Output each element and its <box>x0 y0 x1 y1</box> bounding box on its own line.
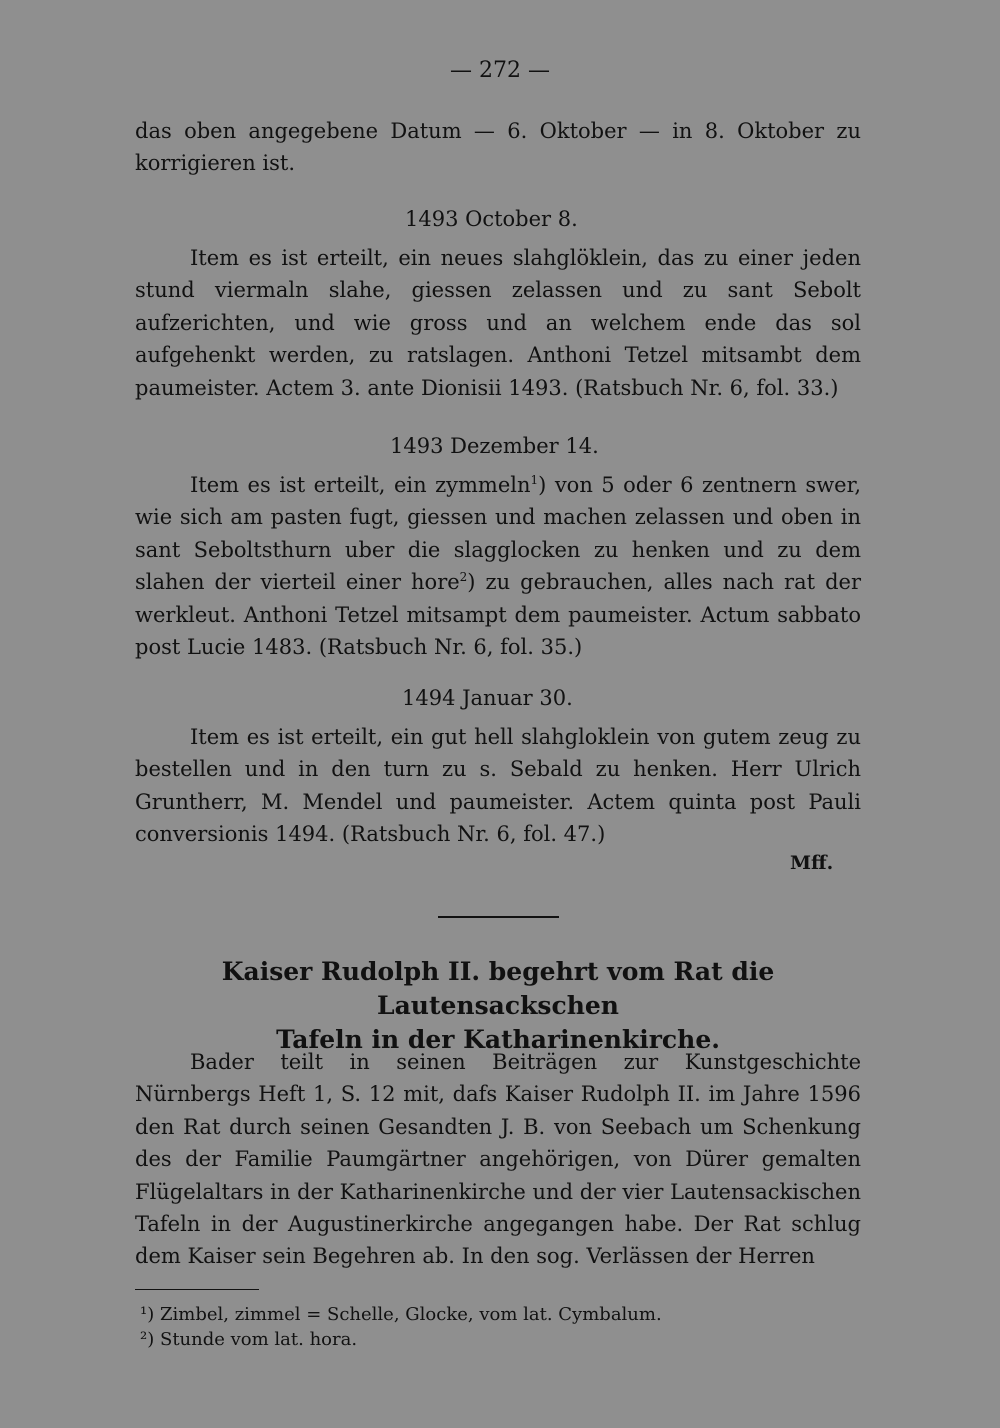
footnote-rule <box>135 1289 259 1290</box>
entry-date-1: 1493 October 8. <box>405 207 578 231</box>
page-number: — 272 — <box>450 58 550 83</box>
entry-paragraph-3 <box>135 721 861 851</box>
footnote-mark-1: ¹) <box>140 1304 155 1325</box>
intro-paragraph <box>135 115 861 180</box>
entry-text-3: Item es ist erteilt, ein gut hell slahgloklein von gutem zeug zu bestellen und in den turn zu s. Sebald zu henken. Herr Ulrich Gruntherr, M. Mendel und paumeister. Actem quinta post Pauli conversionis 1494. (Ratsbuch Nr. 6, fol. 47.) <box>135 725 861 847</box>
entry-paragraph-1 <box>135 242 861 404</box>
signature: Mff. <box>790 852 834 874</box>
entry-date-3: 1494 Januar 30. <box>402 686 573 710</box>
entry-text-2c: ) zu gebrauchen, alles nach rat der werkleut. Anthoni Tetzel mitsampt dem paumeister. Actum sabbato post Lucie 1483. (Ratsbuch Nr. 6, fol. 35.) <box>135 570 861 660</box>
footnote-mark-2: ²) <box>140 1329 155 1350</box>
footnote-text-2: Stunde vom lat. hora. <box>159 1329 358 1350</box>
intro-text: das oben angegebene Datum — 6. Oktober — in 8. Oktober zu korrigieren ist. <box>135 119 861 176</box>
footnote-1 <box>140 1302 860 1327</box>
section-text: Bader teilt in seinen Beiträgen zur Kunstgeschichte Nürnbergs Heft 1, S. 12 mit, dafs Kaiser Rudolph II. im Jahre 1596 den Rat durch seinen Gesandten J. B. von Seebach um Schenkung des der Familie Paumgärtner angehörigen, von Dürer gemalten Flügelaltars in der Katharinenkirche und der vier Lautensackischen Tafeln in der Augustinerkirche angegangen habe. Der Rat schlug dem Kaiser sein Begehren ab. In den sog. Verlässen der Herren <box>135 1050 861 1269</box>
entry-text-2 <box>135 469 861 663</box>
section-heading <box>135 955 861 1057</box>
footnotes <box>140 1302 860 1352</box>
entry-date-2: 1493 Dezember 14. <box>390 434 599 458</box>
footnote-text-1: Zimbel, zimmel = Schelle, Glocke, vom lat. Cymbalum. <box>159 1304 662 1325</box>
entry-text-2a: Item es ist erteilt, ein zymmeln <box>190 473 531 497</box>
entry-paragraph-2 <box>135 469 861 663</box>
entry-text-1: Item es ist erteilt, ein neues slahglöklein, das zu einer jeden stund viermaln slahe, giessen zelassen und zu sant Sebolt aufzerichten, und wie gross und an welchem ende das sol aufgehenkt werden, zu ratslagen. Anthoni Tetzel mitsambt dem paumeister. Actem 3. ante Dionisii 1493. (Ratsbuch Nr. 6, fol. 33.) <box>135 246 861 400</box>
footnote-ref-1: 1 <box>530 473 539 487</box>
entry-text-2b: ) von 5 oder 6 zentnern swer, wie sich am pasten fugt, giessen und machen zelassen und oben in sant Seboltsthurn uber die slagglocken zu henken und zu dem slahen der vierteil einer hore <box>135 473 862 595</box>
section-divider <box>438 916 559 918</box>
footnote-ref-2: 2 <box>459 570 468 585</box>
footnote-2 <box>140 1327 860 1352</box>
section-heading-line-1: Kaiser Rudolph II. begehrt vom Rat die Lautensackschen <box>221 957 775 1020</box>
section-paragraph <box>135 1046 861 1273</box>
section-heading-line-2: Tafeln in der Katharinenkirche. <box>276 1025 720 1054</box>
